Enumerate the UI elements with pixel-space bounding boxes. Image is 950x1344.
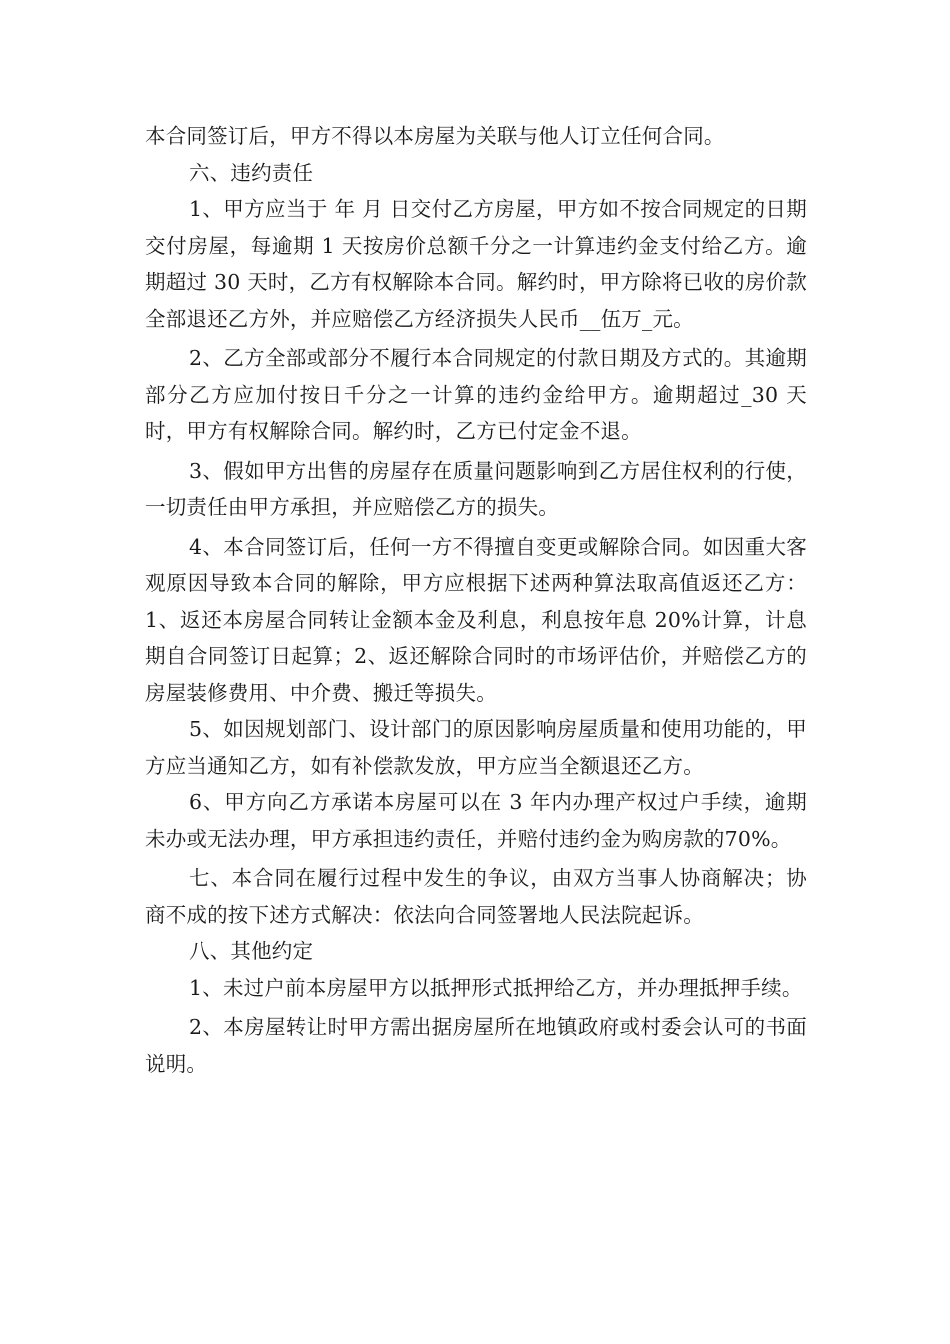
clause-6-1: 1、甲方应当于 年 月 日交付乙方房屋，甲方如不按合同规定的日期交付房屋，每逾期 1 天按房价总额千分之一计算违约金支付给乙方。逾期超过 30 天时，乙方有权解除本合同。解约时，甲方除将已收的房价款全部退还乙方外，并应赔偿乙方经济损失人民币__伍万_元。	[145, 197, 807, 331]
clause-6-2: 2、乙方全部或部分不履行本合同规定的付款日期及方式的。其逾期部分乙方应加付按日千分之一计算的违约金给甲方。逾期超过_30 天时，甲方有权解除合同。解约时，乙方已付定金不退。	[145, 346, 807, 443]
clause-8-1: 1、未过户前本房屋甲方以抵押形式抵押给乙方，并办理抵押手续。	[189, 975, 803, 1000]
document-body	[145, 118, 807, 1082]
clause-8-2: 2、本房屋转让时甲方需出据房屋所在地镇政府或村委会认可的书面说明。	[145, 1015, 807, 1076]
clause-6-5: 5、如因规划部门、设计部门的原因影响房屋质量和使用功能的，甲方应当通知乙方，如有补偿款发放，甲方应当全额退还乙方。	[145, 717, 807, 778]
clause-6-4: 4、本合同签订后，任何一方不得擅自变更或解除合同。如因重大客观原因导致本合同的解除，甲方应根据下述两种算法取高值返还乙方：1、返还本房屋合同转让金额本金及利息，利息按年息 20%计算，计息期自合同签订日起算；2、返还解除合同时的市场评估价，并赔偿乙方的房屋装修费用、中介费、搬迁等损失。	[145, 534, 807, 705]
section-dispute-resolution: 七、本合同在履行过程中发生的争议，由双方当事人协商解决；协商不成的按下述方式解决：依法向合同签署地人民法院起诉。	[145, 866, 807, 927]
section-heading-other-terms: 八、其他约定	[189, 939, 314, 963]
clause-6-3: 3、假如甲方出售的房屋存在质量问题影响到乙方居住权利的行使，一切责任由甲方承担，并应赔偿乙方的损失。	[145, 458, 807, 519]
paragraph-intro: 本合同签订后，甲方不得以本房屋为关联与他人订立任何合同。	[145, 124, 725, 148]
section-heading-breach-liability: 六、违约责任	[189, 160, 314, 185]
clause-6-6: 6、甲方向乙方承诺本房屋可以在 3 年内办理产权过户手续，逾期未办或无法办理，甲方承担违约责任，并赔付违约金为购房款的70%。	[145, 790, 807, 851]
